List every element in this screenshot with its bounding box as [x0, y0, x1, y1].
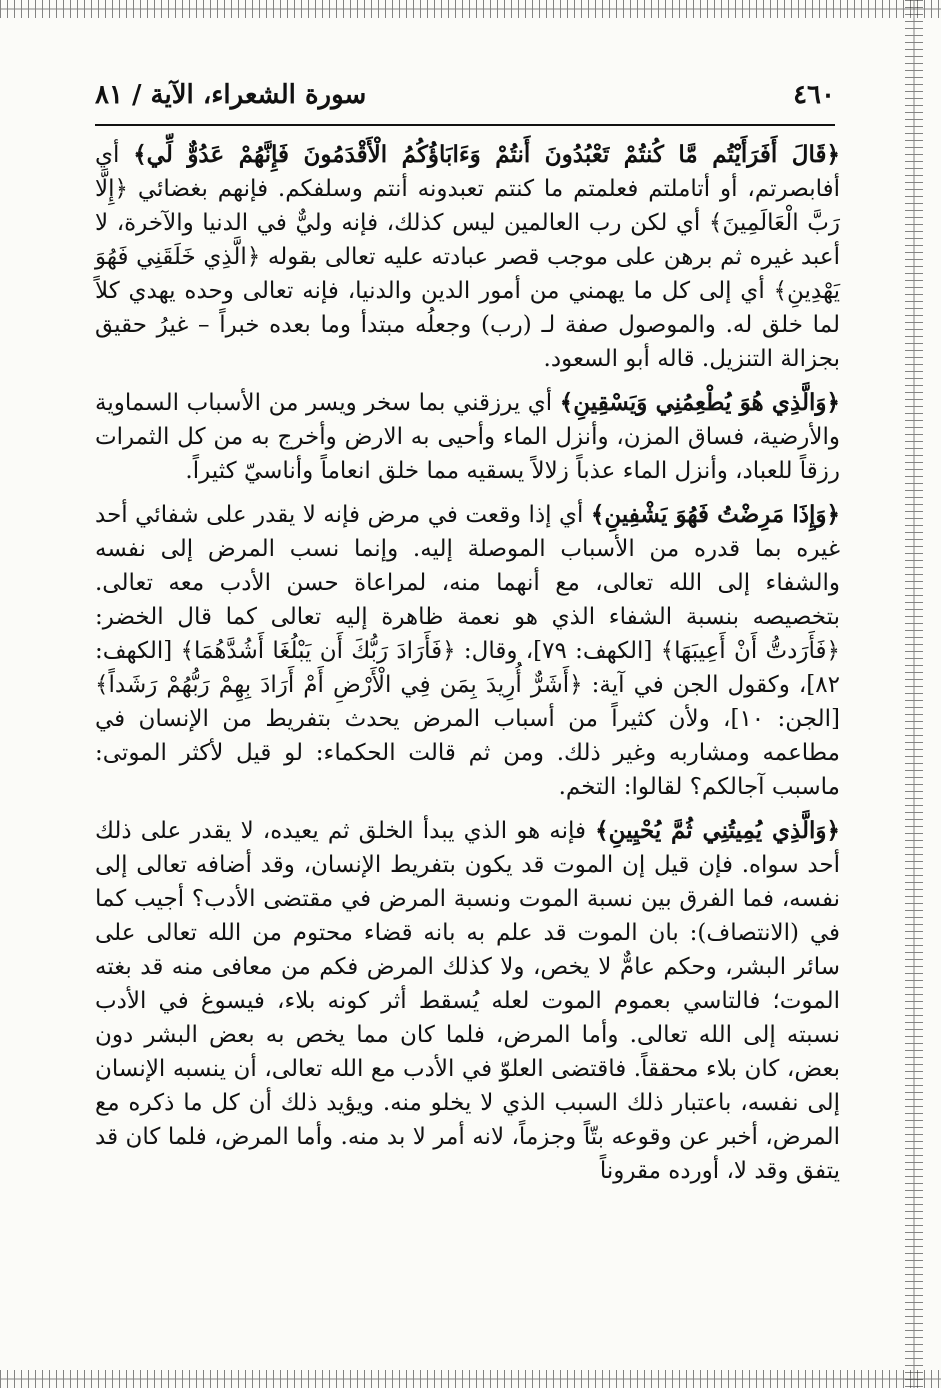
verse-quote: ﴿وَالَّذِي هُوَ يُطْعِمُنِي وَيَسْقِينِ﴾	[559, 389, 840, 416]
running-title: سورة الشعراء، الآية / ٨١	[95, 80, 367, 110]
page-body	[95, 138, 840, 1198]
header-rule	[95, 124, 835, 126]
commentary-text: فإنه هو الذي يبدأ الخلق ثم يعيده، لا يقدر على ذلك أحد سواه. فإن قيل إن الموت قد يكون بتفريط الإنسان، وقد أضافه تعالى إلى نفسه، فما الفرق بين نسبة الموت ونسبة المرض في مقتضى الأدب؟ أجيب كما في (الانتصاف): بان الموت قد علم به بانه قضاء محتوم من الله تعالى على سائر البشر، وحكم عامٌّ لا يخص، ولا كذلك المرض فكم من معافى منه قد بغته الموت؛ فالتاسي بعموم الموت لعله يُسقط أثر كونه بلاء، فيسوغ في الأدب نسبته إلى الله تعالى. وأما المرض، فلما كان مما يخص به بعض البشر دون بعض، كان بلاء محققاً. فاقتضى العلوّ في الأدب مع الله تعالى، أن ينسبه الإنسان إلى نفسه، باعتبار ذلك السبب الذي لا يخلو منه. ويؤيد ذلك أن كل ما ذكره مع المرض، أخبر عن وقوعه بتّاً وجزماً، لانه أمر لا بد منه. وأما المرض، فلما كان قد يتفق وقد لا، أورده مقروناً	[95, 818, 841, 1184]
paragraph-4	[95, 814, 840, 1188]
commentary-text: أي أفابصرتم، أو أتاملتم فعلمتم ما كنتم تعبدونه أنتم وسلفكم. فإنهم بغضائي ﴿إِلَّا رَبَّ الْعَالَمِينَ﴾ أي لكن رب العالمين ليس كذلك، فإنه وليٌّ في الدنيا والآخرة، لا أعبد غيره ثم برهن على موجب قصر عبادته عليه تعالى بقوله ﴿الَّذِي خَلَقَنِي فَهُوَ يَهْدِينِ﴾ أي إلى كل ما يهمني من أمور الدين والدنيا، فإنه تعالى وحده يهدي كلاً لما خلق له. والموصول صفة لـ (رب) وجعلُه مبتدأ وما بعده خبراً – غيرُ حقيق بجزالة التنزيل. قاله أبو السعود.	[95, 142, 840, 372]
commentary-text: أي إذا وقعت في مرض فإنه لا يقدر على شفائي أحد غيره بما قدره من الأسباب الموصلة إليه. وإنما نسب المرض إلى نفسه والشفاء إلى الله تعالى، مع أنهما منه، لمراعاة حسن الأدب معه تعالى. بتخصيصه بنسبة الشفاء الذي هو نعمة ظاهرة إليه تعالى كما قال الخضر: ﴿فَأَرَدتُّ أَنْ أَعِيبَهَا﴾ [الكهف: ٧٩]، وقال: ﴿فَأَرَادَ رَبُّكَ أَن يَبْلُغَا أَشُدَّهُمَا﴾ [الكهف: ٨٢]، وكقول الجن في آية: ﴿أَشَرٌّ أُرِيدَ بِمَن فِي الْأَرْضِ أَمْ أَرَادَ بِهِمْ رَبُّهُمْ رَشَداً﴾ [الجن: ١٠]، ولأن كثيراً من أسباب المرض يحدث بتفريط من الإنسان في مطاعمه ومشاربه وغير ذلك. ومن ثم قالت الحكماء: لو قيل لأكثر الموتى: ماسبب آجالكم؟ لقالوا: التخم.	[95, 502, 840, 800]
paragraph-2	[95, 386, 840, 488]
paragraph-1	[95, 138, 840, 376]
right-ornamental-border	[905, 0, 923, 1388]
page-number: ٤٦٠	[793, 80, 835, 110]
page-header	[95, 80, 835, 120]
top-ornamental-border	[0, 0, 941, 18]
verse-quote: ﴿قَالَ أَفَرَأَيْتُم مَّا كُنتُمْ تَعْبُدُونَ أَنتُمْ وَءَابَاؤُكُمُ الْأَقْدَمُونَ فَإِنَّهُمْ عَدُوٌّ لِّي﴾	[133, 141, 840, 168]
paragraph-3	[95, 498, 840, 804]
verse-quote: ﴿وَإِذَا مَرِضْتُ فَهُوَ يَشْفِينِ﴾	[590, 501, 841, 528]
commentary-text: أي يرزقني بما سخر ويسر من الأسباب السماوية والأرضية، فساق المزن، وأنزل الماء وأحيى به الارض وأخرج به من كل الثمرات رزقاً للعباد، وأنزل الماء عذباً زلالاً يسقيه مما خلق انعاماً وأناسيّ كثيراً.	[95, 390, 840, 484]
verse-quote: ﴿وَالَّذِي يُمِيتُنِي ثُمَّ يُحْيِينِ﴾	[595, 817, 841, 844]
bottom-ornamental-border	[0, 1370, 941, 1388]
